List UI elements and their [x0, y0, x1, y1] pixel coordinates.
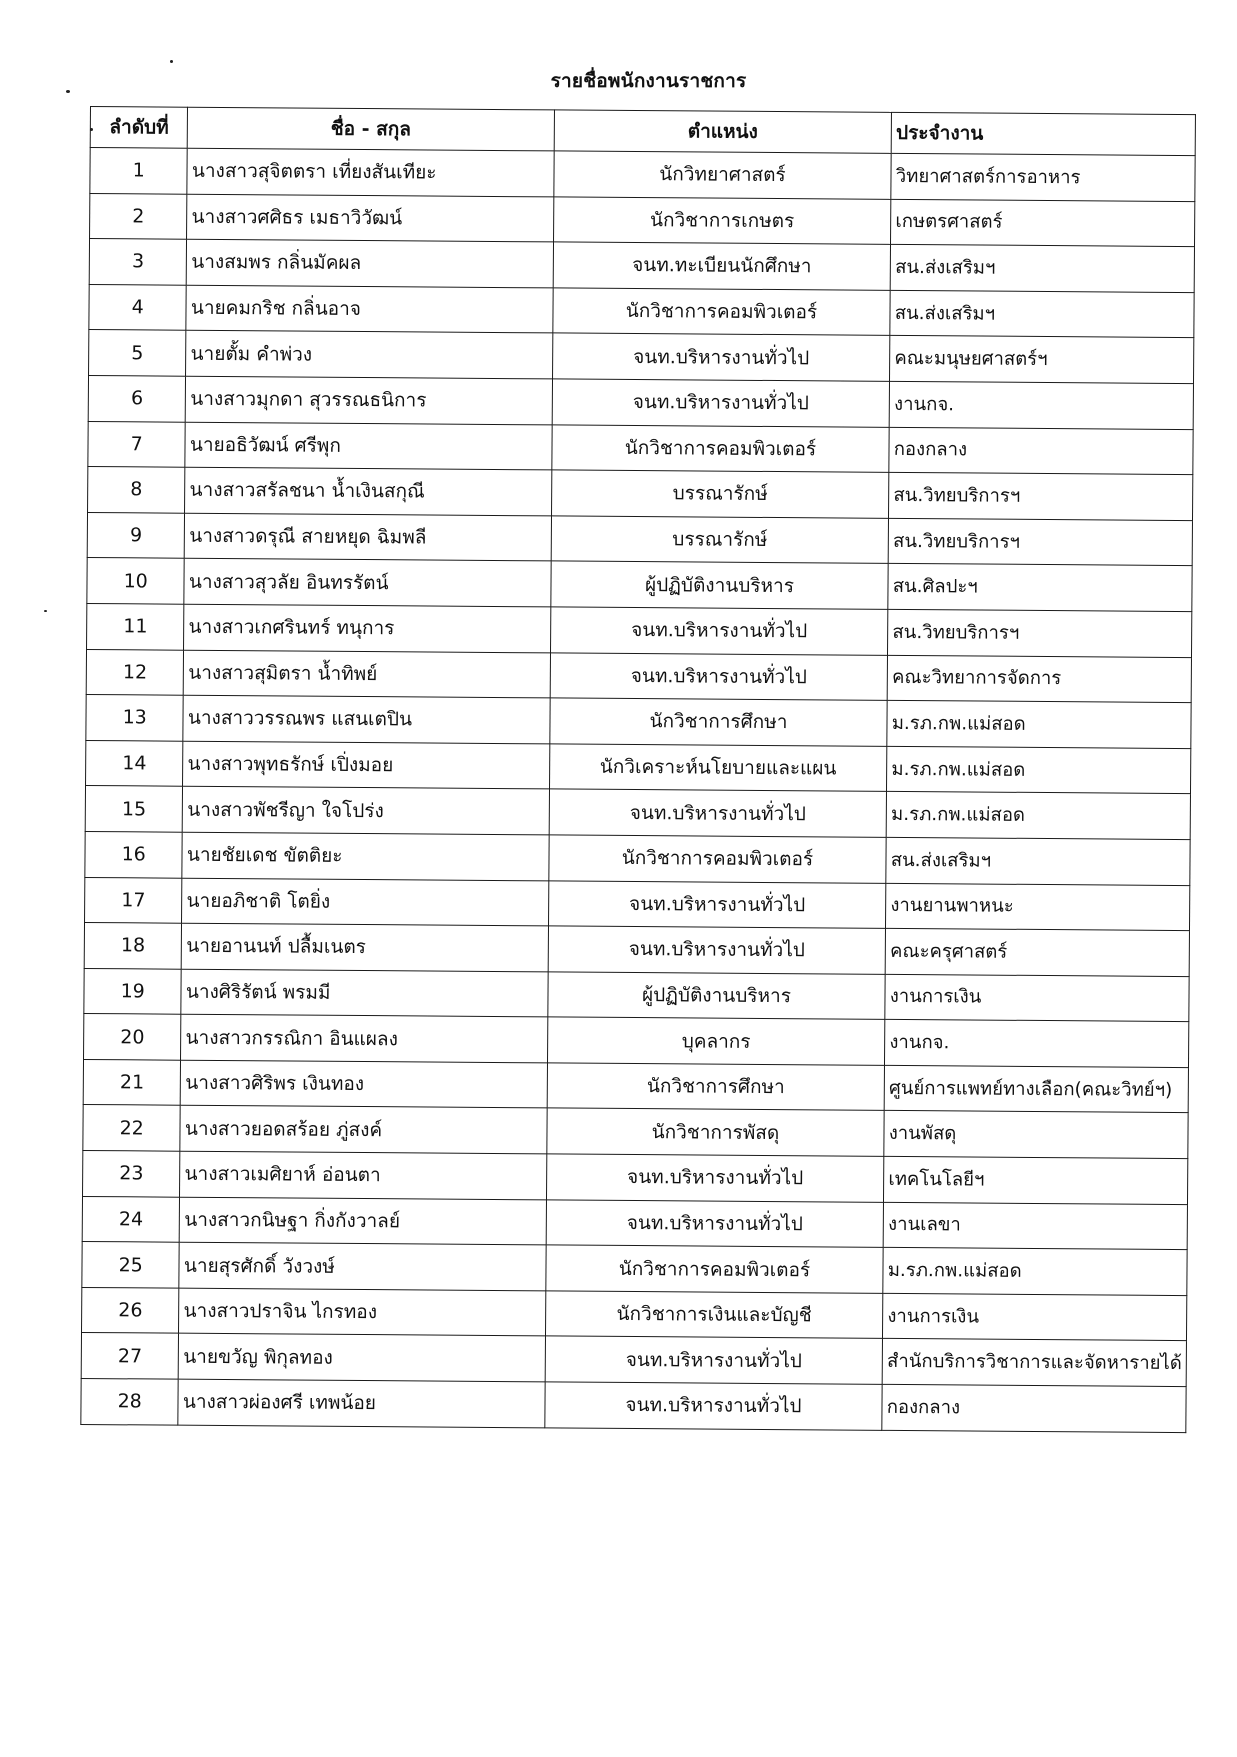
- employee-position: บุคลากร: [547, 1017, 885, 1065]
- row-number: 15: [85, 786, 183, 832]
- header-department: ประจำงาน: [891, 112, 1195, 155]
- employee-department: เทคโนโลยีฯ: [884, 1156, 1188, 1204]
- row-number: 3: [89, 239, 187, 285]
- row-number: 13: [86, 695, 184, 741]
- table-row: [84, 1014, 1189, 1068]
- header-position: ตำแหน่ง: [554, 110, 892, 153]
- employee-position: นักวิชาการคอมพิวเตอร์: [549, 835, 887, 883]
- row-number: 4: [89, 284, 187, 330]
- table-row: [83, 1151, 1188, 1205]
- employee-department: งานกจ.: [889, 381, 1193, 429]
- employee-name: นางสาวปราจิน ไกรทอง: [179, 1288, 546, 1336]
- employee-position: บรรณารักษ์: [551, 470, 889, 518]
- employee-name: นางสาวเกศรินทร์ ทนุการ: [184, 604, 551, 652]
- employee-position: จนท.บริหารงานทั่วไป: [549, 789, 887, 837]
- employee-department: สน.ส่งเสริมฯ: [890, 290, 1194, 338]
- employee-department: เกษตรศาสตร์: [891, 199, 1195, 247]
- row-number: 17: [85, 877, 183, 923]
- row-number: 28: [81, 1379, 179, 1425]
- table-row: [89, 330, 1194, 384]
- row-number: 22: [83, 1105, 181, 1151]
- table-row: [88, 421, 1193, 475]
- employee-position: จนท.บริหารงานทั่วไป: [550, 652, 888, 700]
- employee-position: จนท.บริหารงานทั่วไป: [552, 333, 890, 381]
- header-order-number: ลำดับที่: [90, 107, 188, 149]
- row-number: 20: [84, 1014, 182, 1060]
- employee-department: สำนักบริการวิชาการและจัดหารายได้: [882, 1339, 1186, 1387]
- table-row: [88, 375, 1193, 429]
- employee-name: นางสาวสุจิตตรา เที่ยงสันเทียะ: [187, 148, 554, 196]
- employee-position: นักวิชาการคอมพิวเตอร์: [553, 288, 891, 336]
- employee-name: นางสาวผ่องศรี เทพน้อย: [178, 1379, 545, 1427]
- staff-table-body: [81, 148, 1195, 1433]
- row-number: 12: [86, 649, 184, 695]
- row-number: 19: [84, 968, 182, 1014]
- employee-name: นายอภิชาติ โตยิ่ง: [182, 878, 549, 926]
- employee-position: ผู้ปฏิบัติงานบริหาร: [551, 561, 889, 609]
- employee-department: ม.รภ.กพ.แม่สอด: [887, 700, 1191, 748]
- table-row: [85, 786, 1190, 840]
- employee-position: นักวิชาการเกษตร: [553, 196, 891, 244]
- row-number: 26: [82, 1287, 180, 1333]
- employee-name: นางสาวศิริพร เงินทอง: [181, 1060, 548, 1108]
- employee-position: จนท.บริหารงานทั่วไป: [546, 1154, 884, 1202]
- table-row: [82, 1242, 1187, 1296]
- table-row: [82, 1287, 1187, 1341]
- employee-department: งานเลขา: [883, 1202, 1187, 1250]
- employee-position: นักวิทยาศาสตร์: [554, 151, 892, 199]
- employee-name: นางสาวกรรณิกา อินแผลง: [181, 1014, 548, 1062]
- table-row: [84, 968, 1189, 1022]
- employee-position: ผู้ปฏิบัติงานบริหาร: [548, 972, 886, 1020]
- employee-position: นักวิชาการเงินและบัญชี: [545, 1291, 883, 1339]
- employee-position: นักวิเคราะห์นโยบายและแผน: [549, 744, 887, 792]
- employee-department: งานกจ.: [885, 1020, 1189, 1068]
- employee-name: นางสาววรรณพร แสนเตปิน: [183, 695, 550, 743]
- row-number: 16: [85, 831, 183, 877]
- employee-department: กองกลาง: [889, 427, 1193, 475]
- row-number: 2: [90, 193, 188, 239]
- document-title: [0, 66, 1237, 96]
- row-number: 23: [83, 1151, 181, 1197]
- employee-department: งานพัสดุ: [884, 1111, 1188, 1159]
- employee-department: ม.รภ.กพ.แม่สอด: [886, 792, 1190, 840]
- row-number: 11: [87, 603, 185, 649]
- employee-position: จนท.บริหารงานทั่วไป: [545, 1336, 883, 1384]
- table-row: [89, 284, 1194, 338]
- header-full-name: ชื่อ - สกุล: [188, 107, 555, 151]
- scan-speck: [44, 610, 47, 612]
- employee-department: คณะมนุษยศาสตร์ฯ: [890, 336, 1194, 384]
- employee-department: ศูนย์การแพทย์ทางเลือก(คณะวิทย์ฯ): [884, 1065, 1188, 1113]
- employee-position: จนท.บริหารงานทั่วไป: [550, 607, 888, 655]
- employee-position: จนท.บริหารงานทั่วไป: [548, 926, 886, 974]
- table-row: [88, 467, 1193, 521]
- employee-position: จนท.บริหารงานทั่วไป: [548, 880, 886, 928]
- table-row: [84, 923, 1189, 977]
- employee-name: นางศิริรัตน์ พรมมี: [181, 969, 548, 1017]
- employee-name: นางสาวศศิธร เมธาวิวัฒน์: [187, 194, 554, 242]
- employee-department: กองกลาง: [882, 1384, 1186, 1432]
- employee-department: สน.ส่งเสริมฯ: [886, 837, 1190, 885]
- employee-name: นางสาวดรุณี สายหยุด ฉิมพลี: [185, 513, 552, 561]
- employee-name: นายขวัญ พิกุลทอง: [179, 1334, 546, 1382]
- table-row: [86, 695, 1191, 749]
- employee-department: งานการเงิน: [885, 974, 1189, 1022]
- row-number: 7: [88, 421, 186, 467]
- employee-department: คณะวิทยาการจัดการ: [887, 655, 1191, 703]
- employee-department: ม.รภ.กพ.แม่สอด: [887, 746, 1191, 794]
- employee-position: จนท.ทะเบียนนักศึกษา: [553, 242, 891, 290]
- employee-position: จนท.บริหารงานทั่วไป: [545, 1382, 883, 1430]
- employee-department: สน.วิทยบริการฯ: [888, 609, 1192, 657]
- employee-position: บรรณารักษ์: [551, 516, 889, 564]
- table-row: [85, 877, 1190, 931]
- row-number: 25: [82, 1242, 180, 1288]
- employee-name: นางสาวยอดสร้อย ภู่สงค์: [180, 1106, 547, 1154]
- employee-position: จนท.บริหารงานทั่วไป: [546, 1200, 884, 1248]
- employee-name: นางสาวสรัลชนา น้ำเงินสกุณี: [185, 467, 552, 515]
- employee-name: นางสมพร กลิ่นมัคผล: [187, 239, 554, 287]
- scan-speck: [170, 60, 173, 63]
- row-number: 8: [88, 467, 186, 513]
- employee-department: งานยานพาหนะ: [886, 883, 1190, 931]
- row-number: 27: [81, 1333, 179, 1379]
- employee-name: นางสาวพัชรีญา ใจโปร่ง: [183, 787, 550, 835]
- employee-name: นางสาวสุวลัย อินทรรัตน์: [184, 559, 551, 607]
- employee-position: จนท.บริหารงานทั่วไป: [552, 379, 890, 427]
- table-row: [82, 1196, 1187, 1250]
- employee-name: นายตั้ม คำพ่วง: [186, 331, 553, 379]
- row-number: 24: [82, 1196, 180, 1242]
- row-number: 6: [88, 375, 186, 421]
- employee-name: นายคมกริช กลิ่นอาจ: [186, 285, 553, 333]
- row-number: 5: [89, 330, 187, 376]
- employee-name: นายอานนท์ ปลื้มเนตร: [182, 923, 549, 971]
- employee-department: วิทยาศาสตร์การอาหาร: [891, 153, 1195, 201]
- employee-name: นายสุรศักดิ์ วังวงษ์: [179, 1242, 546, 1290]
- employee-department: สน.วิทยบริการฯ: [889, 473, 1193, 521]
- table-row: [87, 512, 1192, 566]
- table-row: [83, 1105, 1188, 1159]
- employee-department: สน.วิทยบริการฯ: [888, 518, 1192, 566]
- table-row: [81, 1379, 1186, 1433]
- employee-department: งานการเงิน: [883, 1293, 1187, 1341]
- employee-department: ม.รภ.กพ.แม่สอด: [883, 1248, 1187, 1296]
- table-row: [87, 558, 1192, 612]
- employee-position: นักวิชาการศึกษา: [550, 698, 888, 746]
- employee-position: นักวิชาการคอมพิวเตอร์: [552, 424, 890, 472]
- employee-name: นางสาวสุมิตรา น้ำทิพย์: [184, 650, 551, 698]
- employee-position: นักวิชาการคอมพิวเตอร์: [546, 1245, 884, 1293]
- employee-position: นักวิชาการศึกษา: [547, 1063, 885, 1111]
- table-row: [83, 1059, 1188, 1113]
- employee-name: นายชัยเดช ขัตติยะ: [182, 832, 549, 880]
- row-number: 9: [87, 512, 185, 558]
- table-row: [89, 239, 1194, 293]
- row-number: 1: [90, 148, 188, 194]
- table-row: [86, 649, 1191, 703]
- row-number: 18: [84, 923, 182, 969]
- table-row: [90, 148, 1195, 202]
- employee-name: นายอธิวัฒน์ ศรีพุก: [185, 422, 552, 470]
- employee-name: นางสาวมุกดา สุวรรณธนิการ: [186, 376, 553, 424]
- table-row: [85, 831, 1190, 885]
- table-row: [81, 1333, 1186, 1387]
- employee-position: นักวิชาการพัสดุ: [547, 1108, 885, 1156]
- table-row: [87, 603, 1192, 657]
- employee-department: สน.ศิลปะฯ: [888, 564, 1192, 612]
- staff-table: [80, 106, 1196, 1433]
- row-number: 10: [87, 558, 185, 604]
- employee-department: คณะครุศาสตร์: [885, 928, 1189, 976]
- employee-name: นางสาวพุทธรักษ์ เปิ่งมอย: [183, 741, 550, 789]
- employee-name: นางสาวเมศิยาห์ อ่อนตา: [180, 1151, 547, 1199]
- employee-department: สน.ส่งเสริมฯ: [890, 245, 1194, 293]
- table-row: [86, 740, 1191, 794]
- table-row: [90, 193, 1195, 247]
- document-title-text: รายชื่อพนักงานราชการ: [550, 70, 747, 92]
- employee-name: นางสาวกนิษฐา กิ่งกังวาลย์: [180, 1197, 547, 1245]
- row-number: 21: [83, 1059, 181, 1105]
- row-number: 14: [86, 740, 184, 786]
